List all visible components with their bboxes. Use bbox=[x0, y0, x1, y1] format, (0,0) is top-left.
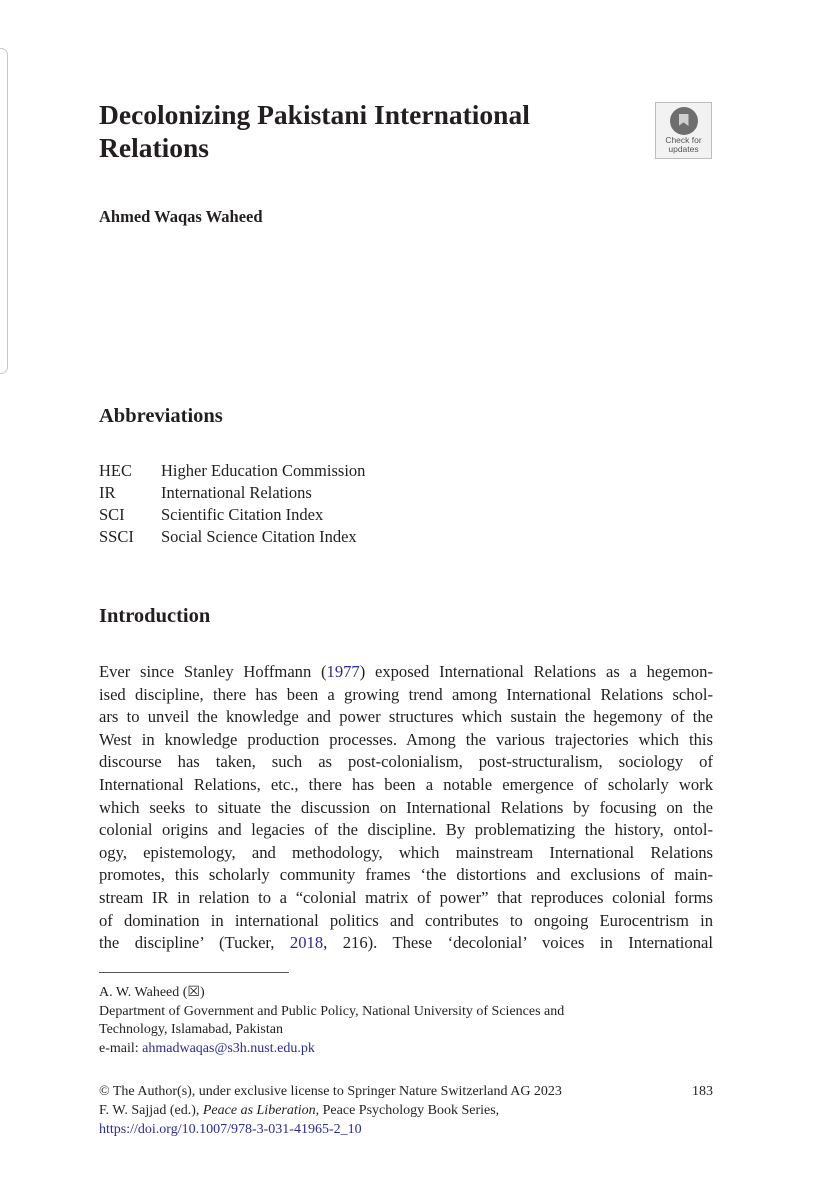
abbreviation-row bbox=[99, 460, 365, 482]
abbreviation: IR bbox=[99, 483, 116, 502]
paragraph-text: ) exposed International Relations as a hegemon- bbox=[359, 662, 713, 681]
footnote-author: A. W. Waheed (☒) bbox=[99, 985, 205, 1000]
badge-text: Check for bbox=[665, 135, 702, 145]
paragraph-text: ars to unveil the knowledge and power structures which sustain the hegemony of the bbox=[99, 707, 713, 727]
paragraph-line bbox=[99, 842, 713, 865]
paragraph-text: colonial origins and legacies of the discipline. By problematizing the history, ontol- bbox=[99, 820, 713, 840]
paragraph-line bbox=[99, 910, 713, 933]
abbreviation: SCI bbox=[99, 505, 125, 524]
author-name: Ahmed Waqas Waheed bbox=[99, 207, 263, 226]
paragraph-text: International Relations, etc., there has been a notable emergence of scholarly work bbox=[99, 774, 713, 794]
copyright-line: © The Author(s), under exclusive license to Springer Nature Switzerland AG 2023 bbox=[99, 1084, 562, 1099]
citation-line bbox=[99, 1102, 713, 1121]
footnote-email-line bbox=[99, 1040, 713, 1059]
paragraph-text: ised discipline, there has been a growing trend among International Relations schol- bbox=[99, 684, 713, 704]
email-link[interactable]: ahmadwaqas@s3h.nust.edu.pk bbox=[142, 1040, 315, 1056]
abbreviation-description: Social Science Citation Index bbox=[161, 527, 357, 546]
abbreviation-description: International Relations bbox=[161, 483, 312, 502]
footnote-affiliation: Technology, Islamabad, Pakistan bbox=[99, 1022, 283, 1037]
paragraph-line bbox=[99, 729, 713, 752]
paragraph-text: ogy, epistemology, and methodology, which mainstream International Relations bbox=[99, 842, 713, 862]
abbreviation-row bbox=[99, 482, 365, 504]
abbreviation-description: Higher Education Commission bbox=[161, 461, 366, 480]
paragraph-line bbox=[99, 864, 713, 887]
paragraph-line bbox=[99, 797, 713, 820]
abbreviation-row bbox=[99, 504, 365, 526]
abbreviations-list bbox=[99, 460, 365, 548]
paragraph-line bbox=[99, 751, 713, 774]
citation-year-link[interactable]: 1977 bbox=[326, 662, 360, 681]
paragraph-text: the discipline’ (Tucker, bbox=[99, 933, 290, 953]
paragraph-line bbox=[99, 774, 713, 797]
paragraph-line bbox=[99, 706, 713, 729]
paragraph-text: , 216). These ‘decolonial’ voices in International bbox=[323, 933, 713, 953]
abbreviation-row bbox=[99, 526, 365, 548]
paragraph-text: which seeks to situate the discussion on International Relations by focusing on the bbox=[99, 797, 713, 817]
citation-year-link[interactable]: 2018 bbox=[289, 933, 324, 953]
paragraph-line bbox=[99, 932, 713, 955]
paragraph-line bbox=[99, 661, 713, 684]
paragraph-text: of domination in international politics and contributes to ongoing Eurocentrism in bbox=[99, 910, 713, 930]
paragraph-text: Ever since Stanley Hoffmann ( bbox=[99, 662, 327, 681]
abbreviation: SSCI bbox=[99, 527, 134, 546]
introduction-paragraph bbox=[99, 661, 713, 955]
citation-editor: F. W. Sajjad (ed.), bbox=[99, 1102, 203, 1118]
paragraph-text: promotes, this scholarly community frames ‘the distortions and exclusions of main- bbox=[99, 865, 713, 885]
email-label: e-mail: bbox=[99, 1040, 143, 1056]
chapter-title bbox=[99, 98, 619, 164]
title-line: Decolonizing Pakistani International bbox=[99, 99, 530, 130]
footnote-affiliation: Department of Government and Public Policy, National University of Sciences and bbox=[99, 1003, 565, 1019]
abbreviation: HEC bbox=[99, 461, 132, 480]
badge-text: updates bbox=[668, 144, 699, 154]
paragraph-line bbox=[99, 819, 713, 842]
paragraph-text: discourse has taken, such as post-colonialism, post-structuralism, sociology of bbox=[99, 752, 713, 772]
bookmark-circle-icon bbox=[670, 107, 698, 135]
copyright-block bbox=[99, 1083, 713, 1139]
title-line: Relations bbox=[99, 132, 209, 163]
abbreviations-heading: Abbreviations bbox=[99, 405, 223, 427]
page-number: 183 bbox=[692, 1084, 713, 1099]
paragraph-line bbox=[99, 887, 713, 910]
introduction-heading: Introduction bbox=[99, 605, 211, 627]
abbreviation-description: Scientific Citation Index bbox=[161, 505, 324, 524]
book-title: Peace as Liberation bbox=[202, 1102, 316, 1118]
sidebar-edge-handle[interactable] bbox=[0, 48, 8, 374]
paragraph-line bbox=[99, 684, 713, 707]
footnote-divider bbox=[99, 972, 289, 973]
doi-link[interactable]: https://doi.org/10.1007/978-3-031-41965-2_10 bbox=[99, 1121, 362, 1137]
paragraph-text: stream IR in relation to a “colonial matrix of power” that reproduces colonial forms bbox=[99, 887, 713, 907]
author-footnote bbox=[99, 984, 713, 1058]
paragraph-text: West in knowledge production processes. Among the various trajectories which this bbox=[99, 729, 713, 749]
book-series: , Peace Psychology Book Series, bbox=[315, 1102, 500, 1118]
check-for-updates-badge[interactable] bbox=[655, 102, 712, 159]
